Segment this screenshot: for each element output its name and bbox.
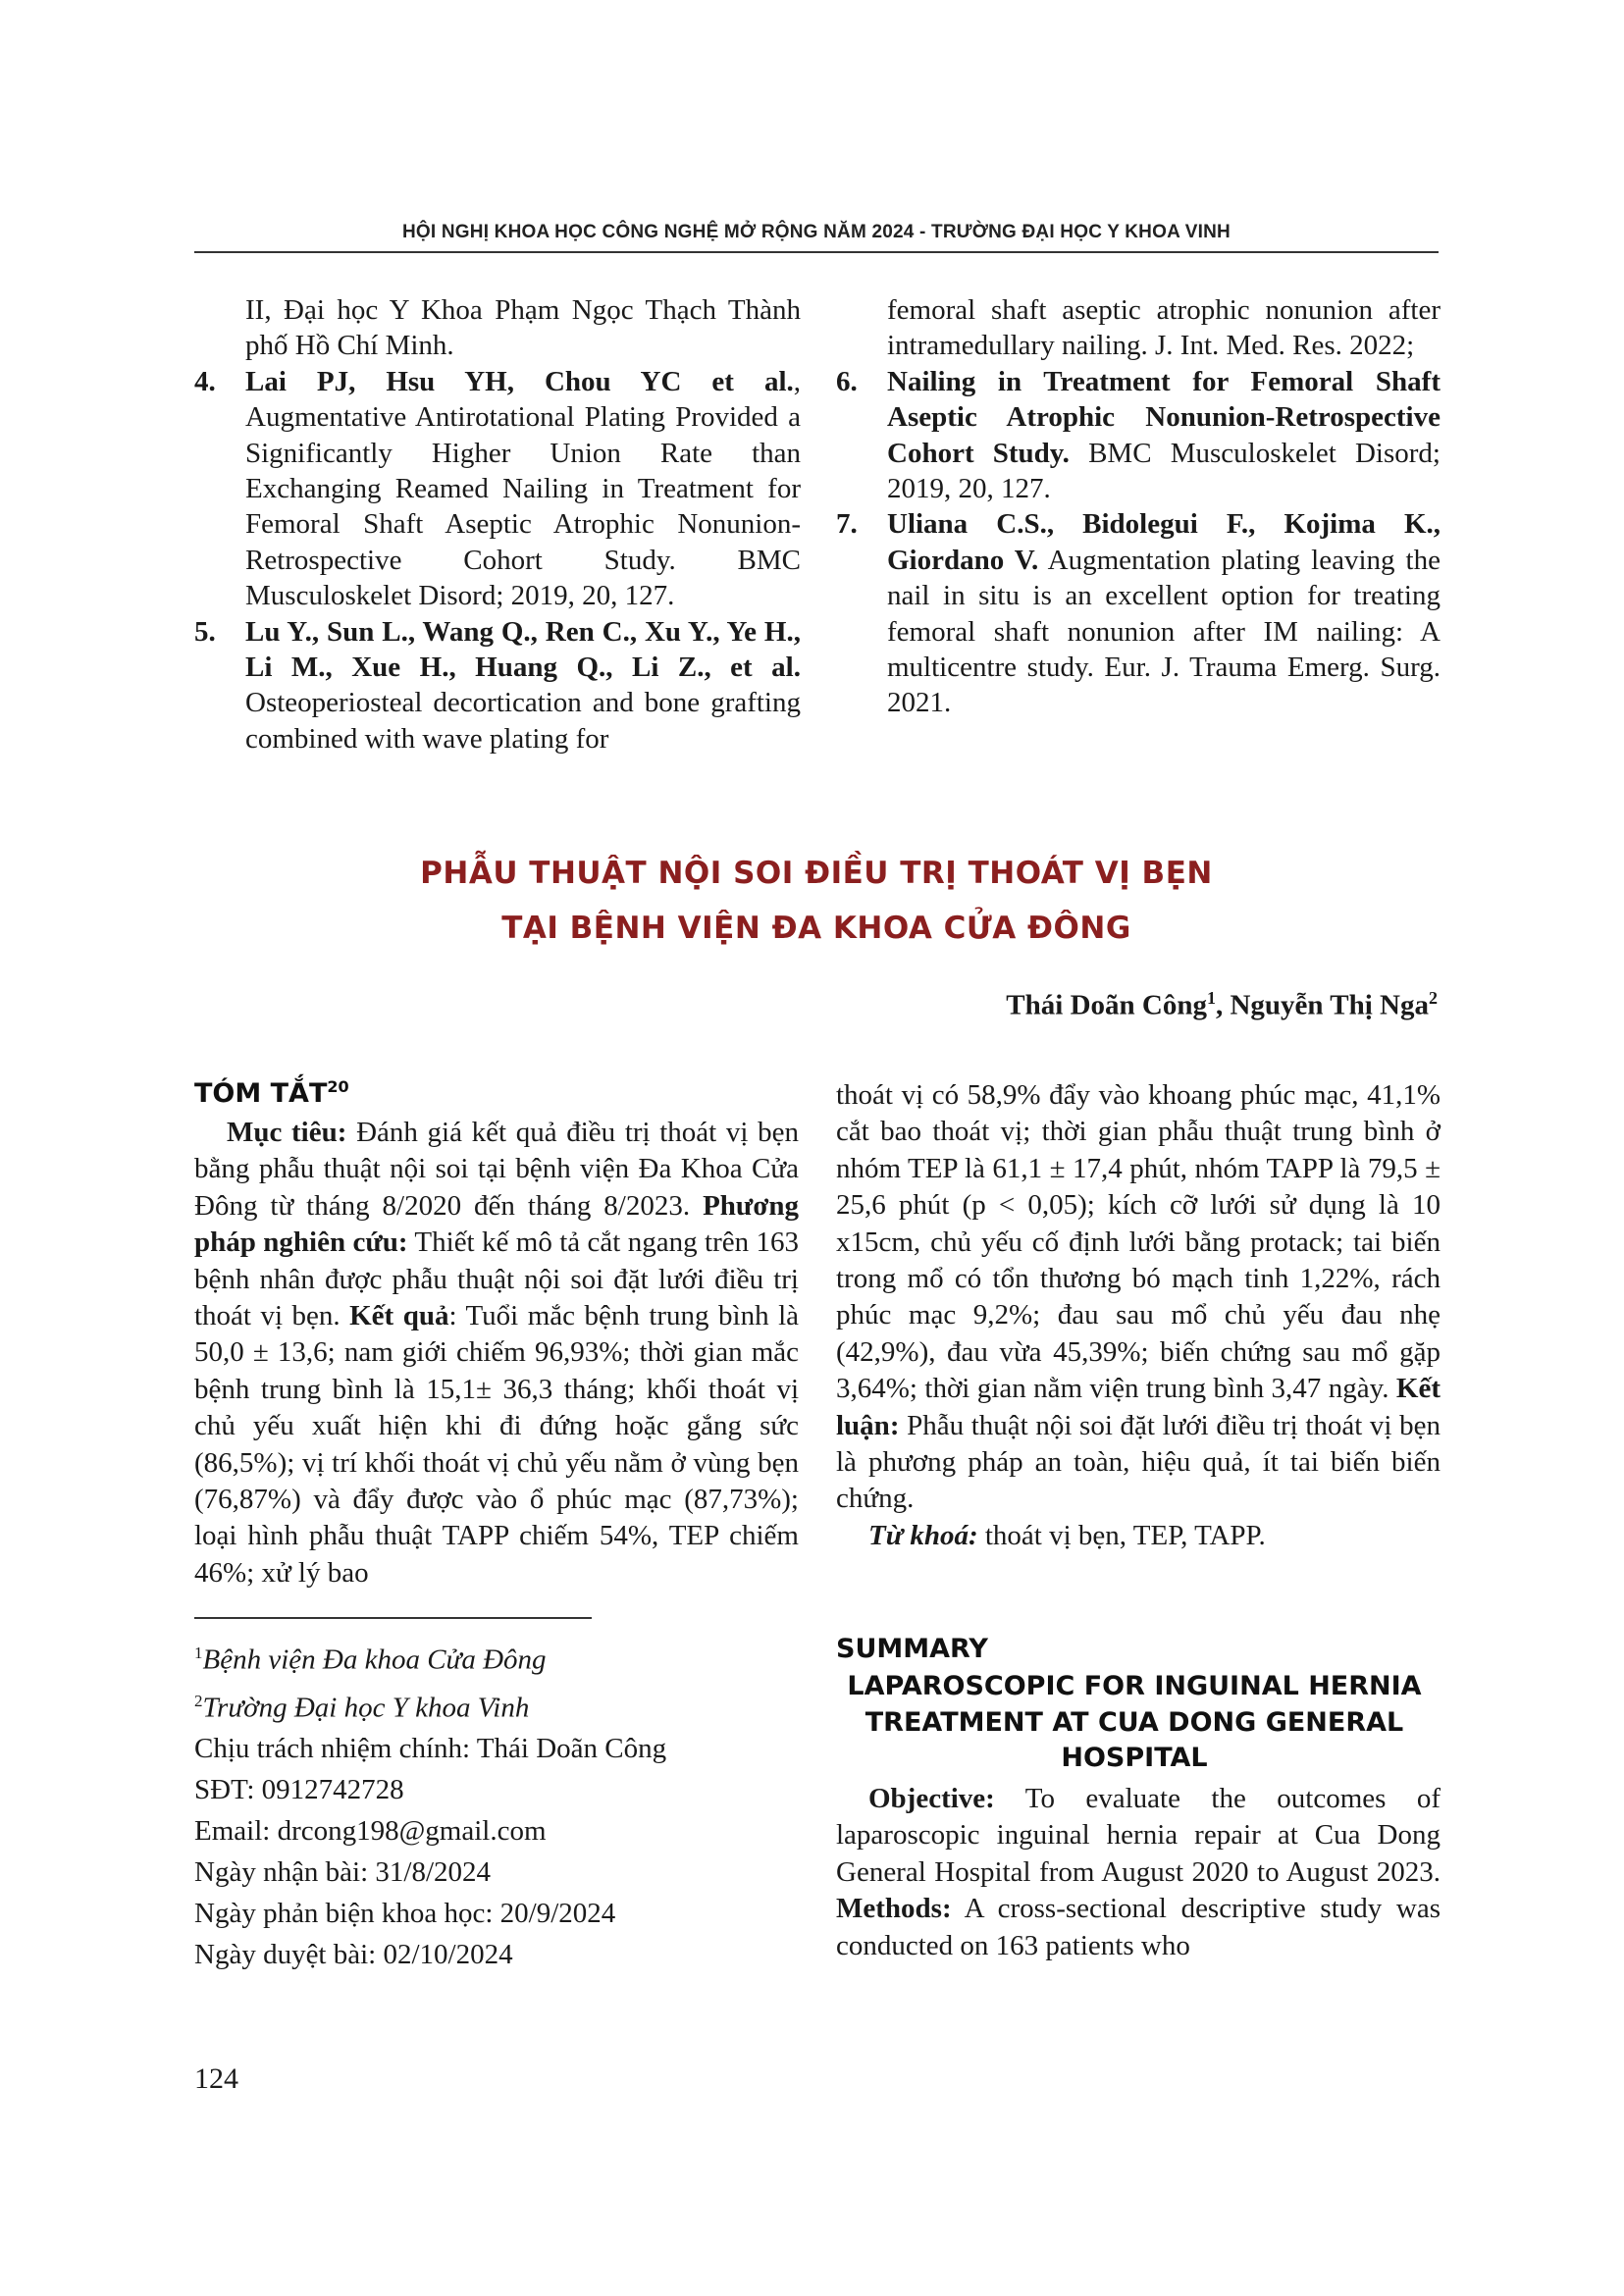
reference-continuation: II, Đại học Y Khoa Phạm Ngọc Thạch Thành phố Hồ Chí Minh. [245,294,801,362]
keywords: Từ khoá: thoát vị bẹn, TEP, TAPP. [868,1519,1266,1551]
abstract-paragraph: thoát vị có 58,9% đẩy vào khoang phúc mạc, 41,1% cắt bao thoát vị; thời gian phẫu thuật trung bình ở nhóm TEP là 61,1 ± 17,4 phút, nhóm TAPP là 79,5 ± 25,6 phút (p < 0,05); kích cỡ lưới sử dụng là 10 x15cm, chủ yếu cố định lưới bằng protack; tai biến trong mổ có tổn thương bó mạch tinh 1,22%, rách phúc mạc 9,2%; đau sau mổ chủ yếu đau nhẹ (42,9%), đau vừa 45,39%; biến chứng sau mổ gặp 3,64%; thời gian nằm viện trung bình 3,47 ngày. Kết luận: Phẫu thuật nội soi đặt lưới điều trị thoát vị bẹn là phương pháp an toàn, hiệu quả, ít tai biến biến chứng. [836,1079,1441,1515]
affiliation-2: $^2$Trường Đại học Y khoa Vinh [194,1691,530,1724]
article-title-line-2: TẠI BỆNH VIỆN ĐA KHOA CỬA ĐÔNG [501,911,1131,946]
article-title-line-1: PHẪU THUẬT NỘI SOI ĐIỀU TRỊ THOÁT VỊ BẸN [420,856,1213,891]
reference-number: 5. [194,615,216,648]
summary-title: LAPAROSCOPIC FOR INGUINAL HERNIA TREATMENT AT CUA DONG GENERAL HOSPITAL [847,1671,1422,1773]
reference-authors: Lu Y., Sun L., Wang Q., Ren C., Xu Y., Ye H., Li M., Xue H., Huang Q., Li Z., et al. [245,615,801,684]
references-right-column [836,292,1441,721]
article-title [194,846,1439,956]
reference-7: 7. Uliana C.S., Bidolegui F., Kojima K., Giordano V. Augmentation plating leaving the nail in situ is an excellent option for treating femoral shaft nonunion after IM nailing: A multicentre study. Eur. J. Trauma Emerg. Surg. 2021. [836,508,1441,719]
corresponding-author: Chịu trách nhiệm chính: Thái Doãn Công [194,1733,667,1765]
affiliation-1: $^1$Bệnh viện Đa khoa Cửa Đông [194,1644,547,1676]
footnote-rule [194,1617,592,1619]
reference-number: 4. [194,365,216,397]
reference-6: 6. Nailing in Treatment for Femoral Shaft Aseptic Atrophic Nonunion-Retrospective Cohort Study. BMC Musculoskelet Disord; 2019, 20, 127. [836,365,1441,505]
affiliation-marker: 1 [1206,988,1216,1008]
reference-number: 6. [836,365,858,397]
accepted-date: Ngày duyệt bài: 02/10/2024 [194,1939,513,1971]
abstract-left-column [194,1115,799,1592]
reference-5: 5. Lu Y., Sun L., Wang Q., Ren C., Xu Y., Ye H., Li M., Xue H., Huang Q., Li Z., et al. Osteoperiosteal decortication and bone grafting combined with wave plating for [194,615,801,755]
reference-4: 4. Lai PJ, Hsu YH, Chou YC et al., Augmentative Antirotational Plating Provided a Significantly Higher Union Rate than Exchanging Reamed Nailing in Treatment for Femoral Shaft Aseptic Atrophic Nonunion-Retrospective Cohort Study. BMC Musculoskelet Disord; 2019, 20, 127. [194,365,801,612]
received-date: Ngày nhận bài: 31/8/2024 [194,1856,492,1889]
reference-continuation: femoral shaft aseptic atrophic nonunion after intramedullary nailing. J. Int. Med. Res. 2022; [887,294,1441,362]
reference-title: Nailing in Treatment for Femoral Shaft Aseptic Atrophic Nonunion-Retrospective Cohort Study. [887,365,1441,469]
reference-authors: Lai PJ, Hsu YH, Chou YC et al. [245,365,794,397]
abstract-heading: TÓM TẮT$^{20}$ [194,1077,349,1109]
email: Email: drcong198@gmail.com [194,1815,547,1848]
abstract-paragraph: Mục tiêu: Đánh giá kết quả điều trị thoát vị bẹn bằng phẫu thuật nội soi tại bệnh viện Đa Khoa Cửa Đông từ tháng 8/2020 đến tháng 8/2023. Phương pháp nghiên cứu: Thiết kế mô tả cắt ngang trên 163 bệnh nhân được phẫu thuật nội soi đặt lưới điều trị thoát vị bẹn. Kết quả: Tuổi mắc bệnh trung bình là 50,0 ± 13,6; nam giới chiếm 96,93%; thời gian mắc bệnh trung bình là 15,1± 36,3 tháng; khối thoát vị chủ yếu xuất hiện khi đi đứng hoặc gắng sức (86,5%); vị trí khối thoát vị chủ yếu nằm ở vùng bẹn (76,87%) và đẩy được vào ổ phúc mạc (87,73%); loại hình phẫu thuật TAPP chiếm 54%, TEP chiếm 46%; xử lý bao [194,1117,800,1589]
references-left-column [194,292,801,757]
footnotes [194,1633,803,1975]
header-rule [194,251,1439,253]
reference-authors: Uliana C.S., Bidolegui F., Kojima K., Giordano V. [887,508,1441,576]
summary-paragraph: Objective: To evaluate the outcomes of laparoscopic inguinal hernia repair at Cua Dong General Hospital from August 2020 to August 2023. Methods: A cross-sectional descriptive study was conducted on 163 patients who [836,1783,1441,1961]
summary-body [836,1781,1441,1964]
phone: SĐT: 0912742728 [194,1774,404,1806]
reference-number: 7. [836,508,858,541]
affiliation-marker: 2 [1429,988,1438,1008]
author-name: Thái Doãn Công [1006,989,1207,1021]
summary-heading: SUMMARY [836,1634,988,1664]
abstract-right-column [836,1077,1441,1554]
author-line: Thái Doãn Công$^1$, Nguyễn Thị Nga$^2$ [1006,988,1438,1021]
page-number: 124 [194,2062,238,2095]
review-date: Ngày phản biện khoa học: 20/9/2024 [194,1898,616,1930]
author-name: Nguyễn Thị Nga [1230,989,1429,1021]
running-header: HỘI NGHỊ KHOA HỌC CÔNG NGHỆ MỞ RỘNG NĂM 2024 - TRƯỜNG ĐẠI HỌC Y KHOA VINH [402,222,1231,242]
